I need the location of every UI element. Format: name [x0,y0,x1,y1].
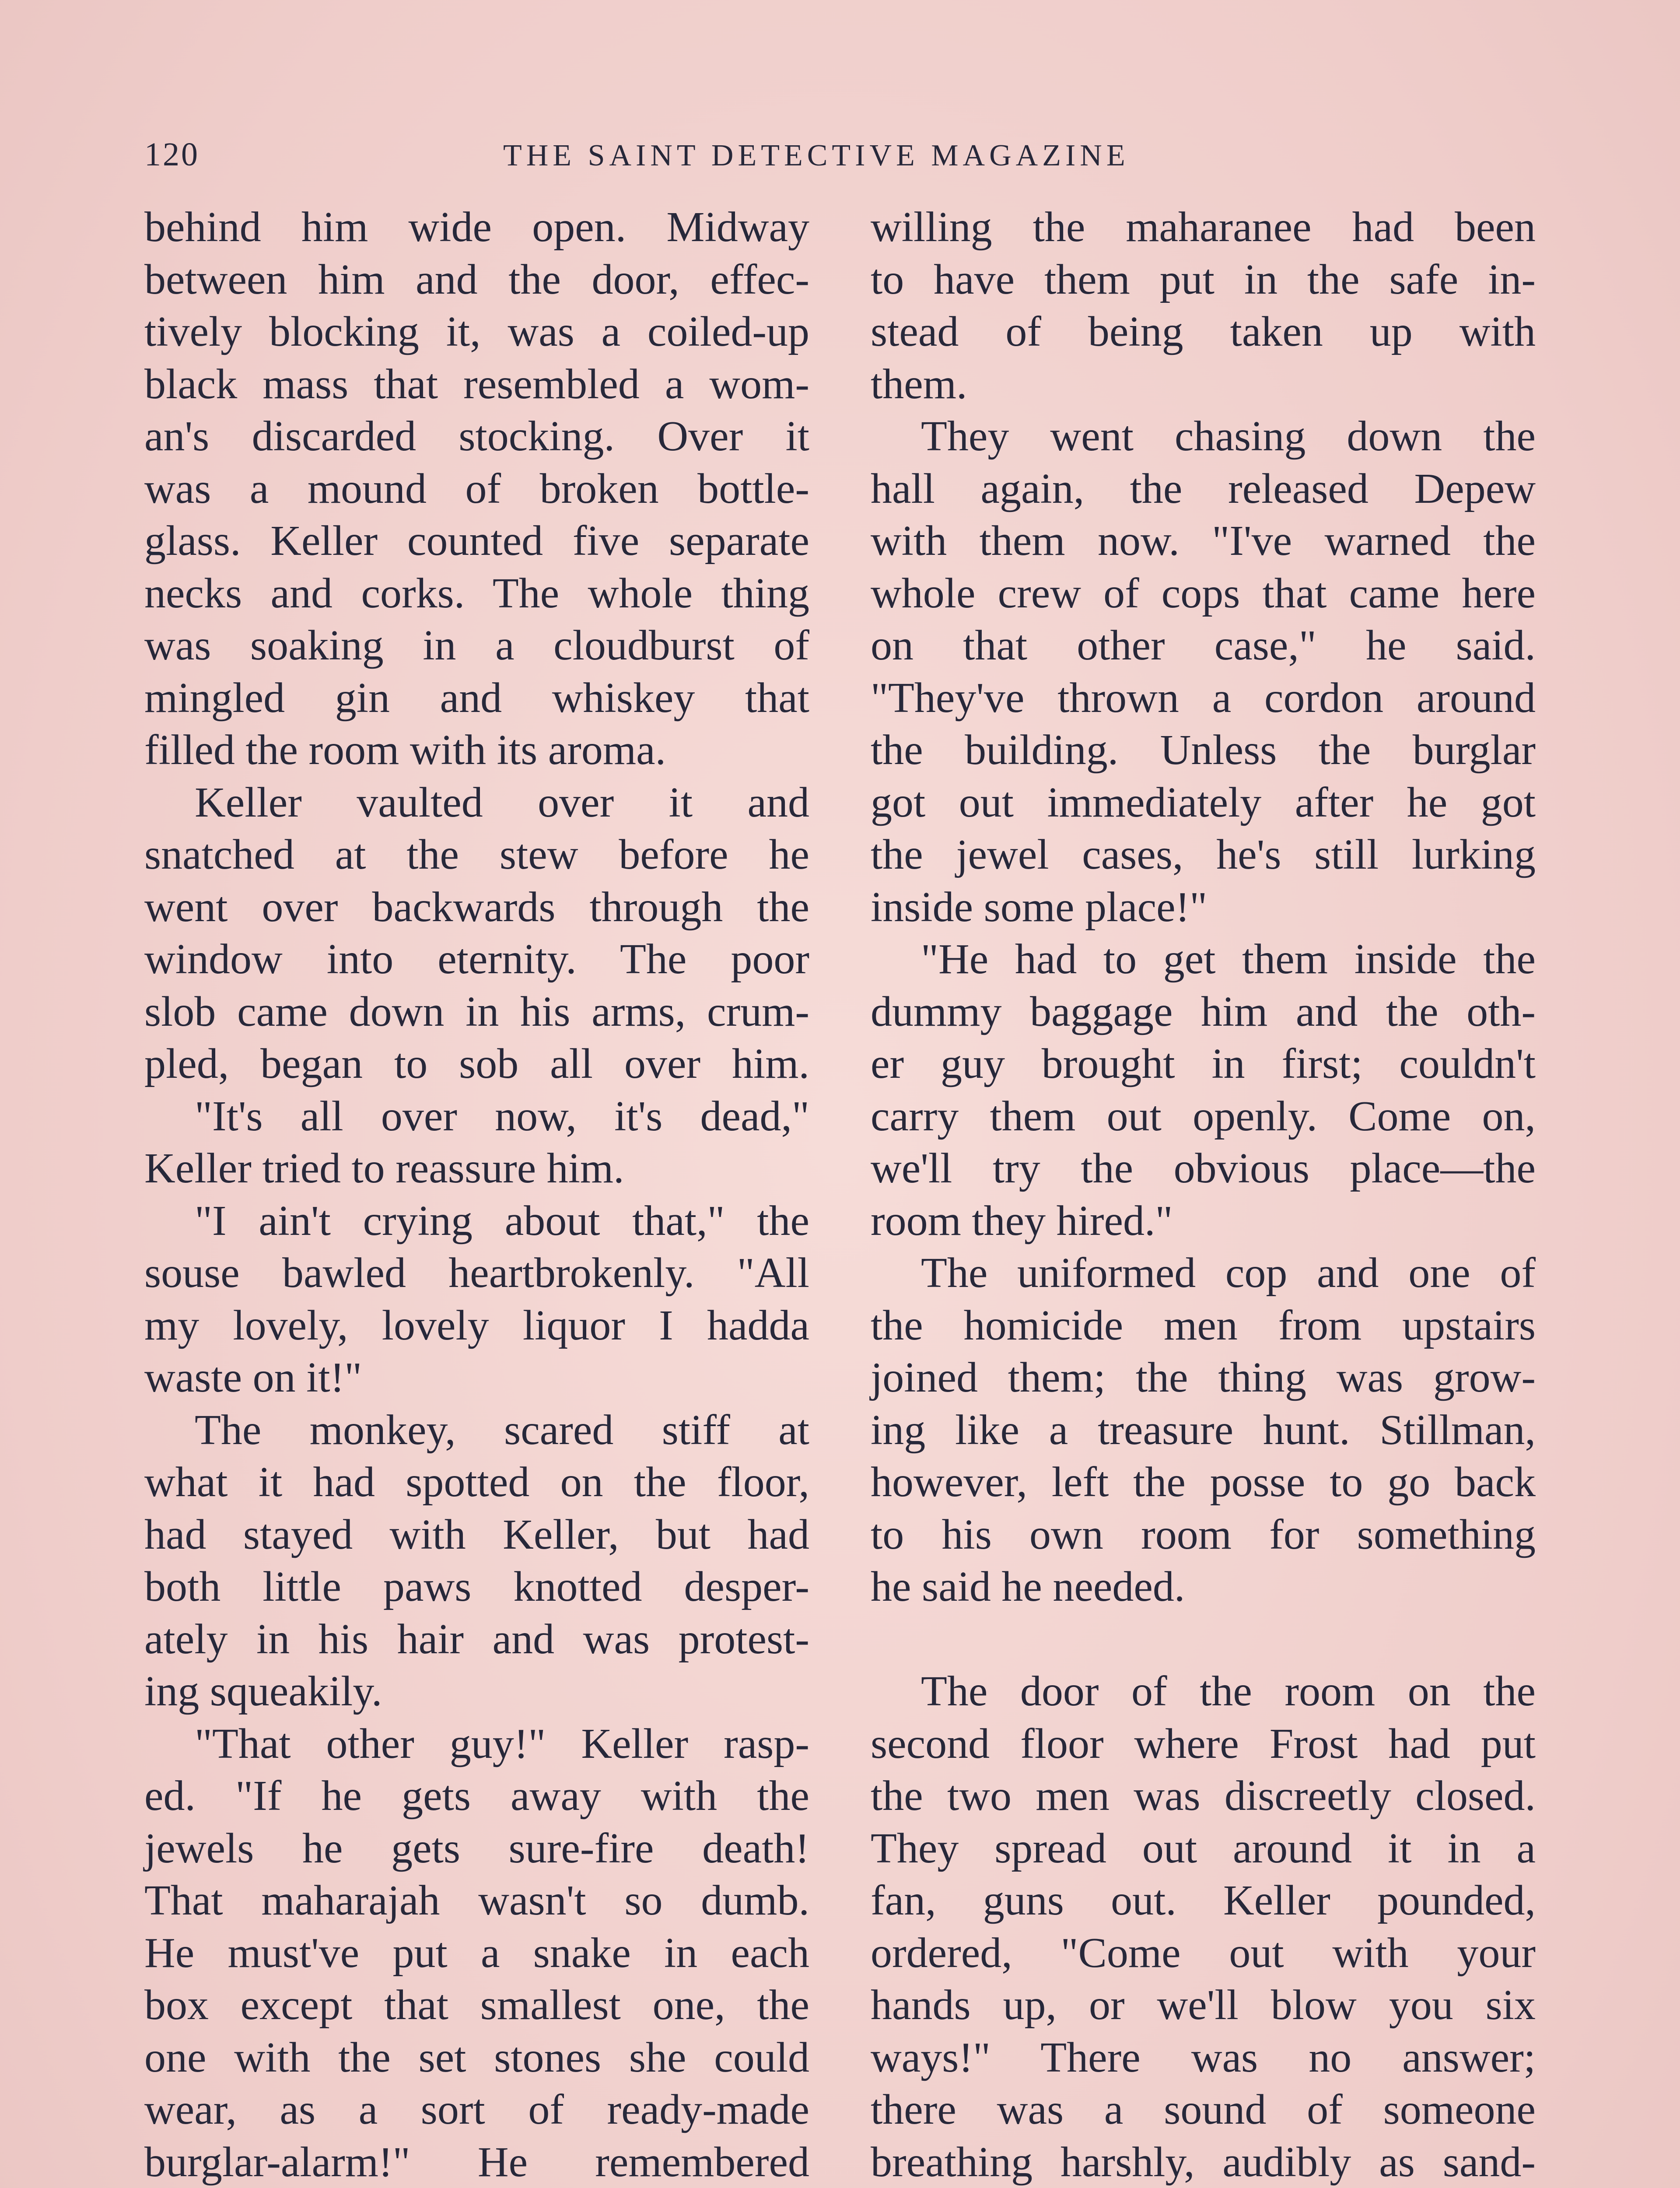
text-line: ordered, "Come out with your [871,1929,1536,1977]
text-line: inside some place!" [871,883,1208,931]
text-line: mingled gin and whiskey that [144,674,809,722]
text-line: waste on it!" [144,1354,362,1401]
text-line: ing like a treasure hunt. Stillman, [871,1406,1536,1454]
text-line: They went chasing down the [921,413,1536,460]
text-line: "They've thrown a cordon around [871,674,1536,722]
text-line: Keller vaulted over it and [195,778,809,826]
text-line: however, left the posse to go back [871,1459,1536,1506]
text-line: hall again, the released Depew [871,465,1536,512]
text-line: "I ain't crying about that," the [195,1197,809,1245]
text-line: ways!" There was no answer; [871,2034,1536,2081]
text-line: "It's all over now, it's dead," [195,1092,809,1140]
text-line: Keller tried to reassure him. [144,1145,624,1192]
text-line: souse bawled heartbrokenly. "All [144,1249,809,1297]
text-line: pled, began to sob all over him. [144,1040,809,1087]
text-line: ately in his hair and was protest- [144,1615,809,1663]
page-header [144,127,1343,184]
text-line: necks and corks. The whole thing [144,569,809,617]
text-line: They spread out around it in a [871,1824,1536,1872]
text-line: an's discarded stocking. Over it [144,413,809,460]
text-line: stead of being taken up with [871,308,1536,355]
right-column [871,201,1536,2188]
text-line: The uniformed cop and one of [921,1249,1536,1297]
text-line: second floor where Frost had put [871,1720,1536,1767]
text-line: tively blocking it, was a coiled-up [144,308,809,355]
text-line: ing squeakily. [144,1668,382,1715]
text-line: wear, as a sort of ready-made [144,2086,809,2133]
text-line: ed. "If he gets away with the [144,1772,809,1820]
text-line: we'll try the obvious place—the [871,1145,1536,1192]
text-line: on that other case," he said. [871,622,1536,669]
text-line: fan, guns out. Keller pounded, [871,1877,1536,1924]
text-line: behind him wide open. Midway [144,203,809,251]
text-line: slob came down in his arms, crum- [144,988,809,1035]
running-head: THE SAINT DETECTIVE MAGAZINE [503,139,1130,172]
text-line: jewels he gets sure-fire death! [144,1824,809,1872]
text-line: to have them put in the safe in- [871,256,1536,303]
text-line: the homicide men from upstairs [871,1301,1536,1349]
text-line: went over backwards through the [144,883,809,931]
text-line: the jewel cases, he's still lurking [871,831,1536,878]
text-line: room they hired." [871,1197,1173,1245]
text-line: the two men was discreetly closed. [871,1772,1536,1820]
left-column [144,201,809,2188]
text-line: hands up, or we'll blow you six [871,1981,1536,2029]
text-line: the building. Unless the burglar [871,726,1536,774]
text-line: snatched at the stew before he [144,831,809,878]
text-line: He must've put a snake in each [144,1929,809,1977]
text-line: to his own room for something [871,1511,1536,1558]
section-break [871,1613,1536,1666]
text-line: er guy brought in first; couldn't [871,1040,1536,1087]
text-line: whole crew of cops that came here [871,569,1536,617]
text-line: them. [871,360,967,408]
text-line: filled the room with its aroma. [144,726,666,774]
text-line: what it had spotted on the floor, [144,1459,809,1506]
text-line: with them now. "I've warned the [871,517,1536,565]
text-line: one with the set stones she could [144,2034,809,2081]
text-line: black mass that resembled a wom- [144,360,809,408]
text-line: there was a sound of someone [871,2086,1536,2133]
text-line: joined them; the thing was grow- [871,1354,1536,1401]
text-line: both little paws knotted desper- [144,1563,809,1610]
text-line: "That other guy!" Keller rasp- [195,1720,809,1767]
text-line: window into eternity. The poor [144,936,809,983]
text-line: got out immediately after he got [871,778,1536,826]
text-line: was soaking in a cloudburst of [144,622,809,669]
text-line: The monkey, scared stiff at [195,1406,809,1454]
text-line: dummy baggage him and the oth- [871,988,1536,1035]
text-line: breathing harshly, audibly as sand- [871,2138,1536,2186]
text-line: he said he needed. [871,1563,1185,1610]
text-line: box except that smallest one, the [144,1981,809,2029]
text-line: "He had to get them inside the [921,936,1536,983]
text-line: That maharajah wasn't so dumb. [144,1877,809,1924]
text-line: glass. Keller counted five separate [144,517,809,565]
text-line: willing the maharanee had been [871,203,1536,251]
text-line: between him and the door, effec- [144,256,809,303]
page-number: 120 [144,136,200,173]
text-line: carry them out openly. Come on, [871,1092,1536,1140]
text-line: had stayed with Keller, but had [144,1511,809,1558]
text-line: my lovely, lovely liquor I hadda [144,1301,809,1349]
text-line: burglar-alarm!" He remembered [144,2138,809,2186]
text-line: was a mound of broken bottle- [144,465,809,512]
text-line: The door of the room on the [921,1668,1536,1715]
